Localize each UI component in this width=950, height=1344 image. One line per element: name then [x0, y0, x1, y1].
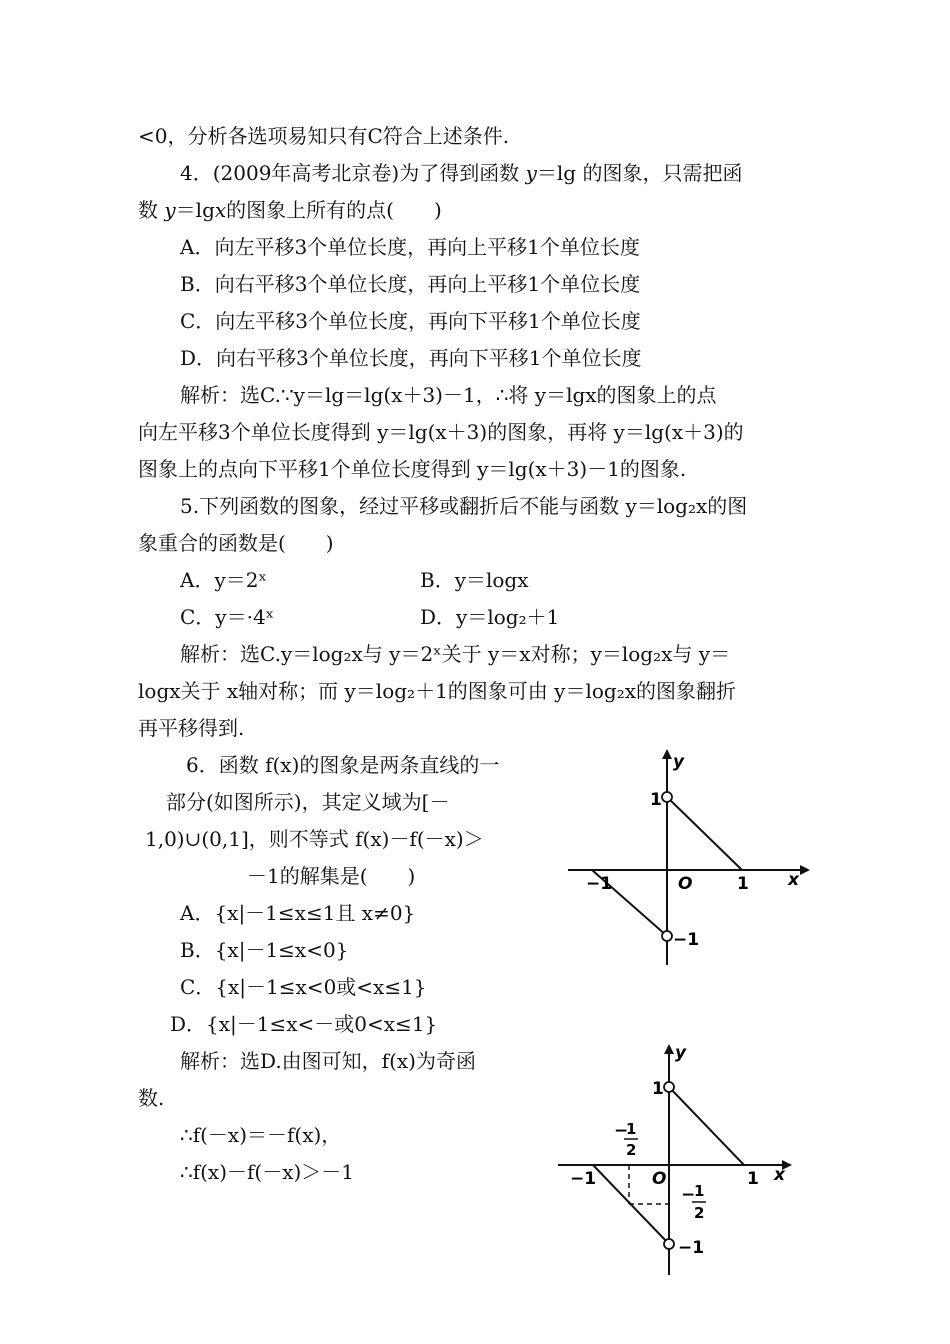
x-tick-neg-half-denominator: 2 — [626, 1141, 637, 1159]
x-axis-label: x — [788, 870, 799, 890]
q5-option-c: C．y＝·4ˣ — [180, 605, 275, 629]
y-tick-neg-1: −1 — [673, 930, 700, 950]
q4-option-b: B．向右平移3个单位长度，再向上平移1个单位长度 — [180, 272, 641, 296]
y-tick-1: 1 — [652, 1079, 664, 1099]
x-tick-1: 1 — [737, 874, 749, 894]
q6-solution-line3: ∴f(－x)＝－f(x)， — [180, 1123, 342, 1147]
q6-solution-line4: ∴f(x)－f(－x)＞－1 — [180, 1160, 355, 1184]
x-tick-neg-half-numerator: 1 — [626, 1120, 637, 1138]
q6-stem-line4: －1的解集是( ) — [247, 864, 416, 888]
q4-stem-line2: 数 y＝lgx的图象上所有的点( ) — [138, 198, 442, 222]
x-tick-neg-1: −1 — [586, 874, 613, 894]
open-point-bottom — [664, 1239, 674, 1249]
function-graph-figure-1 — [560, 745, 820, 970]
q4-solution-line2: 向左平移3个单位长度得到 y＝lg(x＋3)的图象，再将 y＝lg(x＋3)的 — [138, 420, 744, 444]
q6-solution-line1: 解析：选D.由图可知，f(x)为奇函 — [180, 1049, 476, 1073]
y-tick-neg-half-numerator: 1 — [694, 1182, 705, 1200]
y-tick-neg-half-denominator: 2 — [694, 1204, 705, 1222]
q6-option-c: C．{x|－1≤x<0或<x≤1} — [180, 975, 427, 999]
q5-stem-line1: 5.下列函数的图象，经过平移或翻折后不能与函数 y＝log₂x的图 — [180, 494, 748, 518]
q4-option-d: D．向右平移3个单位长度，再向下平移1个单位长度 — [180, 346, 642, 370]
open-point-top — [662, 792, 672, 802]
q6-stem-line2: 部分(如图所示)，其定义域为[－ — [166, 790, 450, 814]
y-axis-label: y — [673, 752, 685, 772]
q5-solution-line2: logx关于 x轴对称；而 y＝log₂＋1的图象可由 y＝log₂x的图象翻折 — [138, 679, 736, 703]
q6-option-d: D．{x|－1≤x<－或0<x≤1} — [170, 1012, 438, 1036]
text-line: <0，分析各选项易知只有C符合上述条件. — [138, 124, 510, 148]
q5-solution-line3: 再平移得到. — [138, 716, 245, 740]
y-axis-label: y — [675, 1043, 687, 1063]
x-axis-arrow — [800, 865, 810, 875]
origin-label: O — [678, 874, 693, 894]
x-tick-1: 1 — [747, 1169, 759, 1189]
function-graph-figure-2 — [550, 1040, 810, 1280]
y-axis-arrow — [664, 1044, 674, 1054]
q4-stem-line1: 4．(2009年高考北京卷)为了得到函数 y＝lg 的图象，只需把函 — [180, 161, 743, 185]
q6-option-a: A．{x|－1≤x≤1且 x≠0} — [180, 901, 416, 925]
q5-option-d: D．y＝log₂＋1 — [420, 605, 560, 629]
q4-solution-line3: 图象上的点向下平移1个单位长度得到 y＝lg(x＋3)－1的图象. — [138, 457, 687, 481]
open-point-top — [664, 1082, 674, 1092]
y-tick-1: 1 — [650, 790, 662, 810]
y-axis-arrow — [662, 749, 672, 759]
q5-stem-line2: 象重合的函数是( ) — [138, 531, 334, 555]
q4-option-a: A．向左平移3个单位长度，再向上平移1个单位长度 — [180, 235, 640, 259]
open-point-bottom — [662, 931, 672, 941]
x-tick-neg-half-sign: − — [614, 1121, 629, 1141]
graph-line-right — [667, 797, 742, 870]
x-axis-label: x — [774, 1165, 785, 1185]
y-tick-neg-1: −1 — [678, 1238, 705, 1258]
q5-solution-line1: 解析：选C.y＝log₂x与 y＝2ˣ关于 y＝x对称；y＝log₂x与 y＝ — [180, 642, 731, 666]
q4-option-c: C．向左平移3个单位长度，再向下平移1个单位长度 — [180, 309, 641, 333]
q6-stem-line3: 1,0)∪(0,1]，则不等式 f(x)－f(－x)＞ — [145, 827, 484, 851]
q6-stem-line1: 6．函数 f(x)的图象是两条直线的一 — [186, 753, 500, 777]
q6-solution-line2: 数. — [138, 1086, 165, 1110]
q5-option-a: A．y＝2ˣ — [180, 568, 267, 592]
q4-solution-line1: 解析：选C.∵y＝lg＝lg(x＋3)－1，∴将 y＝lgx的图象上的点 — [180, 383, 717, 407]
q6-option-b: B．{x|－1≤x<0} — [180, 938, 349, 962]
q5-option-b: B．y＝logx — [420, 568, 529, 592]
graph-line-right — [669, 1087, 744, 1165]
origin-label: O — [652, 1169, 667, 1189]
x-tick-neg-1: −1 — [570, 1169, 597, 1189]
y-tick-neg-half-sign: − — [681, 1185, 696, 1205]
